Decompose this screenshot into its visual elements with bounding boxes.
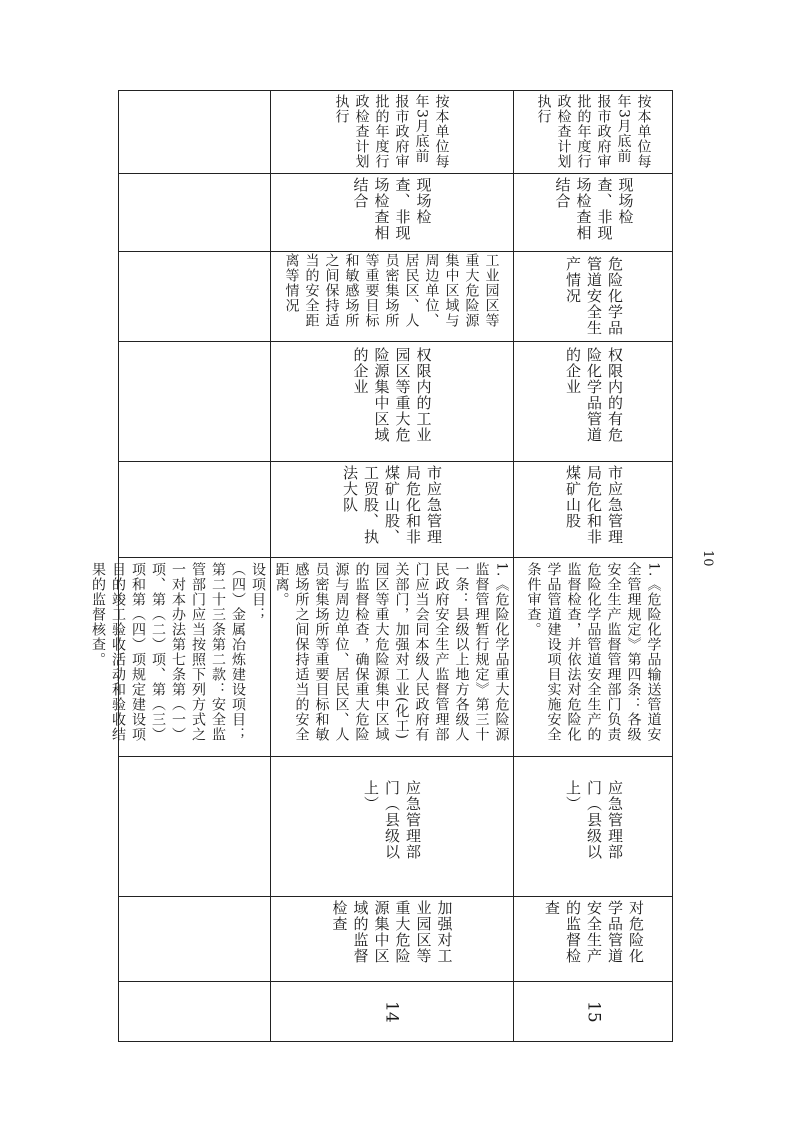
row-15-item: 对危险化学品管道安全生产的监督检查 [543,899,645,964]
row-14-object-cell [270,341,513,461]
row-14-basis: 1.《危险化学品重大危险源监督管理暂行规定》第三十一条：县级以上地方各级人民政府安全生产监督管理部门应当会同本级人民政府有关部门，加强对工业(化工)园区等重大危险源集中区域的监督检查，确保重大危险源与周边单位、居民区、人员密集场所等重要目标和敏感场所之间保持适当的安全距离。 [273,561,510,742]
row-15-frequency: 按本单位每年3月底前报市政府审批的年度行政检查计划执行 [535,94,652,169]
row-14-department-cell [270,756,513,896]
inspection-table [90,90,673,1042]
row-15-executor-cell [513,461,674,557]
row-14-department: 应急管理部门（县级以上） [362,780,422,860]
row-14-content-cell [270,251,513,341]
continuation-basis-cell [90,557,270,756]
row-14-item-cell [270,896,513,981]
row-14-content: 工业园区等重大危险源集中区域与周边单位、居民区、人员密集场所等重要目标和敏感场所之间保持适当的安全距离等情况 [283,253,500,328]
row-14-executor-cell [270,461,513,557]
row-15-number-cell [513,981,674,1043]
row-14-item: 加强对工业园区等重大危险源集中区域的监督检查 [330,899,454,964]
row-15-department-cell [513,756,674,896]
page-number: 10 [700,550,715,567]
row-14-basis-cell [270,557,513,756]
row-15-department: 应急管理部门（县级以上） [564,780,624,860]
row-14-method-cell [270,173,513,251]
row-14-method: 现场检查、非现场检查相结合 [351,177,433,241]
row-14-object: 权限内的工业园区等重大危险源集中区域的企业 [351,347,433,443]
row-15-frequency-cell [513,91,674,173]
row-14-frequency: 按本单位每年3月底前报市政府审批的年度行政检查计划执行 [333,94,450,169]
row-14-frequency-cell [270,91,513,173]
row-15-content: 危险化学品管道安全生产情况 [564,256,624,336]
row-15-object-cell [513,341,674,461]
row-14-number: 14 [381,1001,402,1023]
row-15-content-cell [513,251,674,341]
row-15-executor: 市应急管理局危化和非煤矿山股 [564,465,624,545]
row-15-item-cell [513,896,674,981]
row-15-basis-cell [513,557,674,756]
continuation-basis-text: 设项目； （四）金属冶炼建设项目； 第二十三条第二款：安全监管部门应当按照下列方式之一对本办法第七条第（一）项、第（二）项、第（三）项和第（四）项规定建设项目的竣工验收活动和验收结果的监督核查。 [90,561,266,742]
row-15-object: 权限内的有危险化学品管道的企业 [564,347,624,443]
row-15-basis: 1.《危险化学品输送管道安全管理规定》第四条：各级安全生产监督管理部门负责危险化学品管道安全生产的监督检查，并依法对危险化学品管道建设项目实施安全条件审查。 [525,561,662,742]
row-14-executor: 市应急管理局危化和非煤矿山股、工贸股、执法大队 [341,465,443,545]
row-15-method: 现场检查、非现场检查相结合 [553,177,635,241]
row-15-number: 15 [583,1001,604,1023]
row-14-number-cell [270,981,513,1043]
row-15-method-cell [513,173,674,251]
